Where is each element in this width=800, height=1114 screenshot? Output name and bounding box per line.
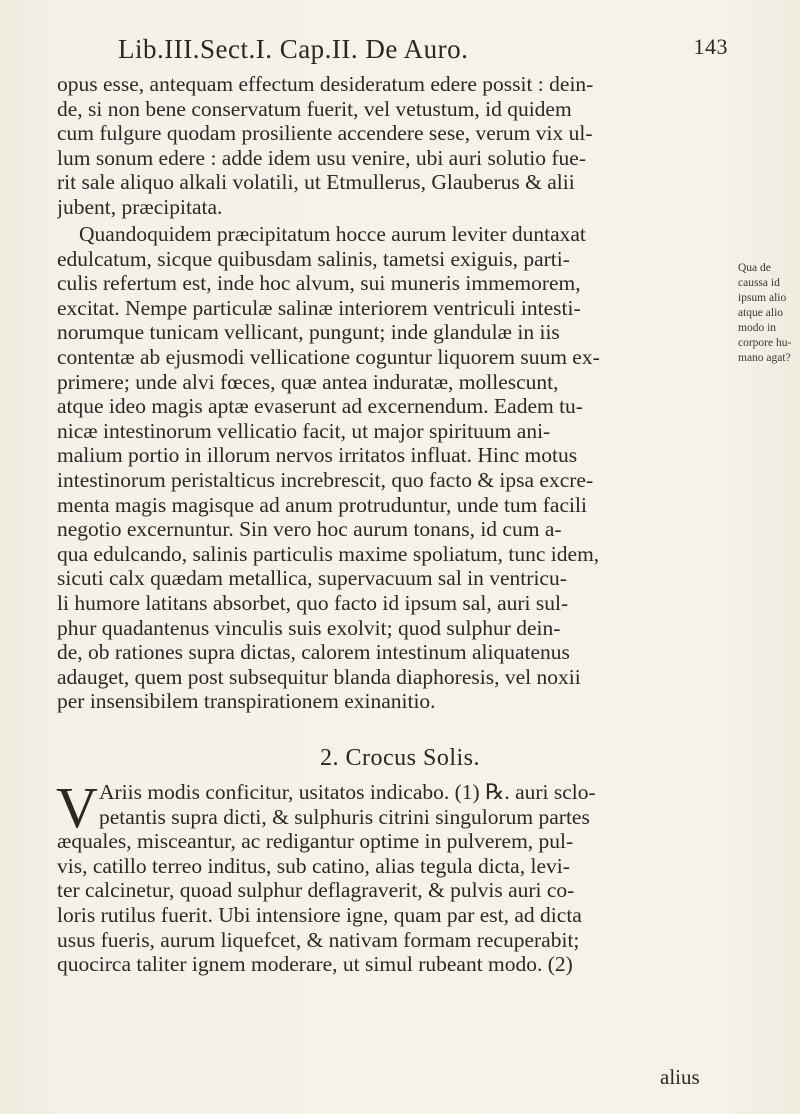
text-line: sicuti calx quædam metallica, supervacuum sal in ventricu-: [57, 566, 567, 591]
text-line: loris rutilus fuerit. Ubi intensiore igne, quam par est, ad dicta: [57, 902, 582, 927]
margin-note-line: caussa id: [738, 277, 780, 289]
text-line: cum fulgure quodam prosiliente accendere sese, verum vix ul-: [57, 121, 593, 146]
text-line: per insensibilem transpirationem exinanitio.: [57, 689, 436, 714]
running-head: Lib.III.Sect.I. Cap.II. De Auro.: [118, 34, 469, 64]
margin-note-line: modo in: [738, 322, 777, 334]
page-number: 143: [693, 34, 728, 59]
margin-note-line: Qua de: [738, 262, 771, 274]
text-line: usus fueris, aurum liquefcet, & nativam formam recuperabit;: [57, 927, 580, 952]
text-line: intestinorum peristalticus increbrescit, quo facto & ipsa excre-: [57, 467, 594, 492]
text-line: petantis supra dicti, & sulphuris citrini singulorum partes: [99, 804, 590, 829]
drop-cap: V: [56, 775, 98, 840]
text-line: contentæ ab ejusmodi vellicatione coguntur liquorem suum ex-: [57, 344, 600, 369]
text-line: atque ideo magis aptæ evaserunt ad excernendum. Eadem tu-: [57, 394, 583, 419]
text-line: de, ob rationes supra dictas, calorem intestinum aliquatenus: [57, 640, 570, 665]
text-line: li humore latitans absorbet, quo facto id ipsum sal, auri sul-: [57, 590, 569, 615]
text-line: negotio excernuntur. Sin vero hoc aurum tonans, id cum a-: [57, 517, 562, 542]
margin-note-line: mano agat?: [738, 352, 791, 364]
text-line: æquales, misceantur, ac redigantur optime in pulverem, pul-: [57, 829, 574, 854]
text-line: ter calcinetur, quoad sulphur deflagraverit, & pulvis auri co-: [57, 878, 575, 903]
text-line: rit sale aliquo alkali volatili, ut Etmullerus, Glauberus & alii: [57, 170, 575, 195]
text-line: vis, catillo terreo inditus, sub catino, alias tegula dicta, levi-: [57, 853, 570, 878]
text-line: Ariis modis conficitur, usitatos indicabo. (1) ℞. auri sclo-: [99, 780, 596, 804]
catchword: alius: [660, 1065, 700, 1089]
section-title: 2. Crocus Solis.: [319, 745, 480, 771]
text-line: jubent, præcipitata.: [57, 194, 223, 219]
marginal-note: [738, 261, 798, 366]
text-line: malium portio in illorum nervos irritatos influat. Hinc motus: [57, 443, 578, 468]
paragraph-3: [56, 775, 717, 977]
margin-note-line: atque alio: [738, 307, 784, 319]
text-line: norumque tunicam vellicant, pungunt; inde glandulæ in iis: [57, 320, 560, 345]
running-header: [118, 28, 728, 68]
text-line: opus esse, antequam effectum desideratum edere possit : dein-: [57, 72, 594, 96]
paragraph-2: [57, 222, 717, 714]
text-line: edulcatum, sicque quibusdam salinis, tametsi exiguis, parti-: [57, 246, 570, 271]
text-line: Quandoquidem præcipitatum hocce aurum leviter duntaxat: [79, 222, 586, 246]
text-line: nicæ intestinorum vellicatio facit, ut major spirituum ani-: [57, 418, 551, 443]
text-line: excitat. Nempe particulæ salinæ interiorem ventriculi intesti-: [57, 295, 581, 320]
text-line: adauget, quem post subsequitur blanda diaphoresis, vel noxii: [57, 664, 581, 689]
paragraph-1: [57, 72, 717, 220]
text-line: primere; unde alvi fœces, quæ antea induratæ, mollescunt,: [57, 369, 559, 394]
text-line: quocirca taliter ignem moderare, ut simul rubeant modo. (2): [57, 952, 573, 977]
margin-note-line: ipsum alio: [738, 292, 787, 304]
margin-note-line: corpore hu-: [738, 337, 792, 349]
text-line: de, si non bene conservatum fuerit, vel vetustum, id quidem: [57, 96, 572, 121]
text-line: culis refertum est, inde hoc alvum, sui muneris immemorem,: [57, 271, 581, 296]
text-line: phur quadantenus vinculis suis exolvit; quod sulphur dein-: [57, 615, 561, 640]
text-line: lum sonum edere : adde idem usu venire, ubi auri solutio fue-: [57, 145, 587, 170]
text-line: qua edulcando, salinis particulis maxime spoliatum, tunc idem,: [57, 541, 600, 566]
text-line: menta magis magisque ad anum protruduntur, unde tum facili: [57, 492, 587, 517]
